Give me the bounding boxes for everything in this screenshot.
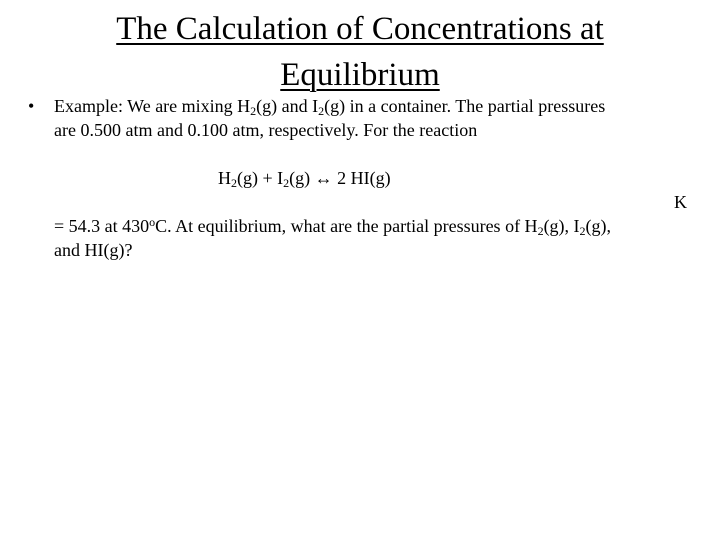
body-line-4: and HI(g)? <box>54 240 133 260</box>
text-segment: = 54.3 at 430 <box>54 216 150 236</box>
text-segment: (g) and I <box>256 96 319 116</box>
text-segment: (g) + I <box>237 168 284 188</box>
bullet-marker: • <box>28 96 35 116</box>
equilibrium-constant-label: K <box>674 192 687 212</box>
text-segment: (g), I <box>543 216 580 236</box>
body-line-3 <box>54 214 611 238</box>
title-line-2: Equilibrium <box>280 57 440 93</box>
text-segment: Example: We are mixing H <box>54 96 251 116</box>
text-segment: (g) ↔ 2 HI(g) <box>289 168 391 188</box>
title-line-1: The Calculation of Concentrations at <box>116 11 604 47</box>
slide-title <box>60 6 660 98</box>
text-segment: C. At equilibrium, what are the partial pressures of H <box>155 216 538 236</box>
subscript: 2 <box>250 104 257 118</box>
text-segment: (g) in a container. The partial pressures <box>324 96 606 116</box>
reaction-equation <box>218 166 391 190</box>
superscript: o <box>149 215 156 229</box>
subscript: 2 <box>283 176 290 190</box>
subscript: 2 <box>579 224 586 238</box>
body-line-1 <box>54 94 605 118</box>
subscript: 2 <box>537 224 544 238</box>
body-line-2: are 0.500 atm and 0.100 atm, respectively. For the reaction <box>54 120 478 140</box>
subscript: 2 <box>231 176 237 190</box>
text-segment: H <box>218 168 231 188</box>
subscript: 2 <box>318 104 325 118</box>
text-segment: (g), <box>585 216 612 236</box>
